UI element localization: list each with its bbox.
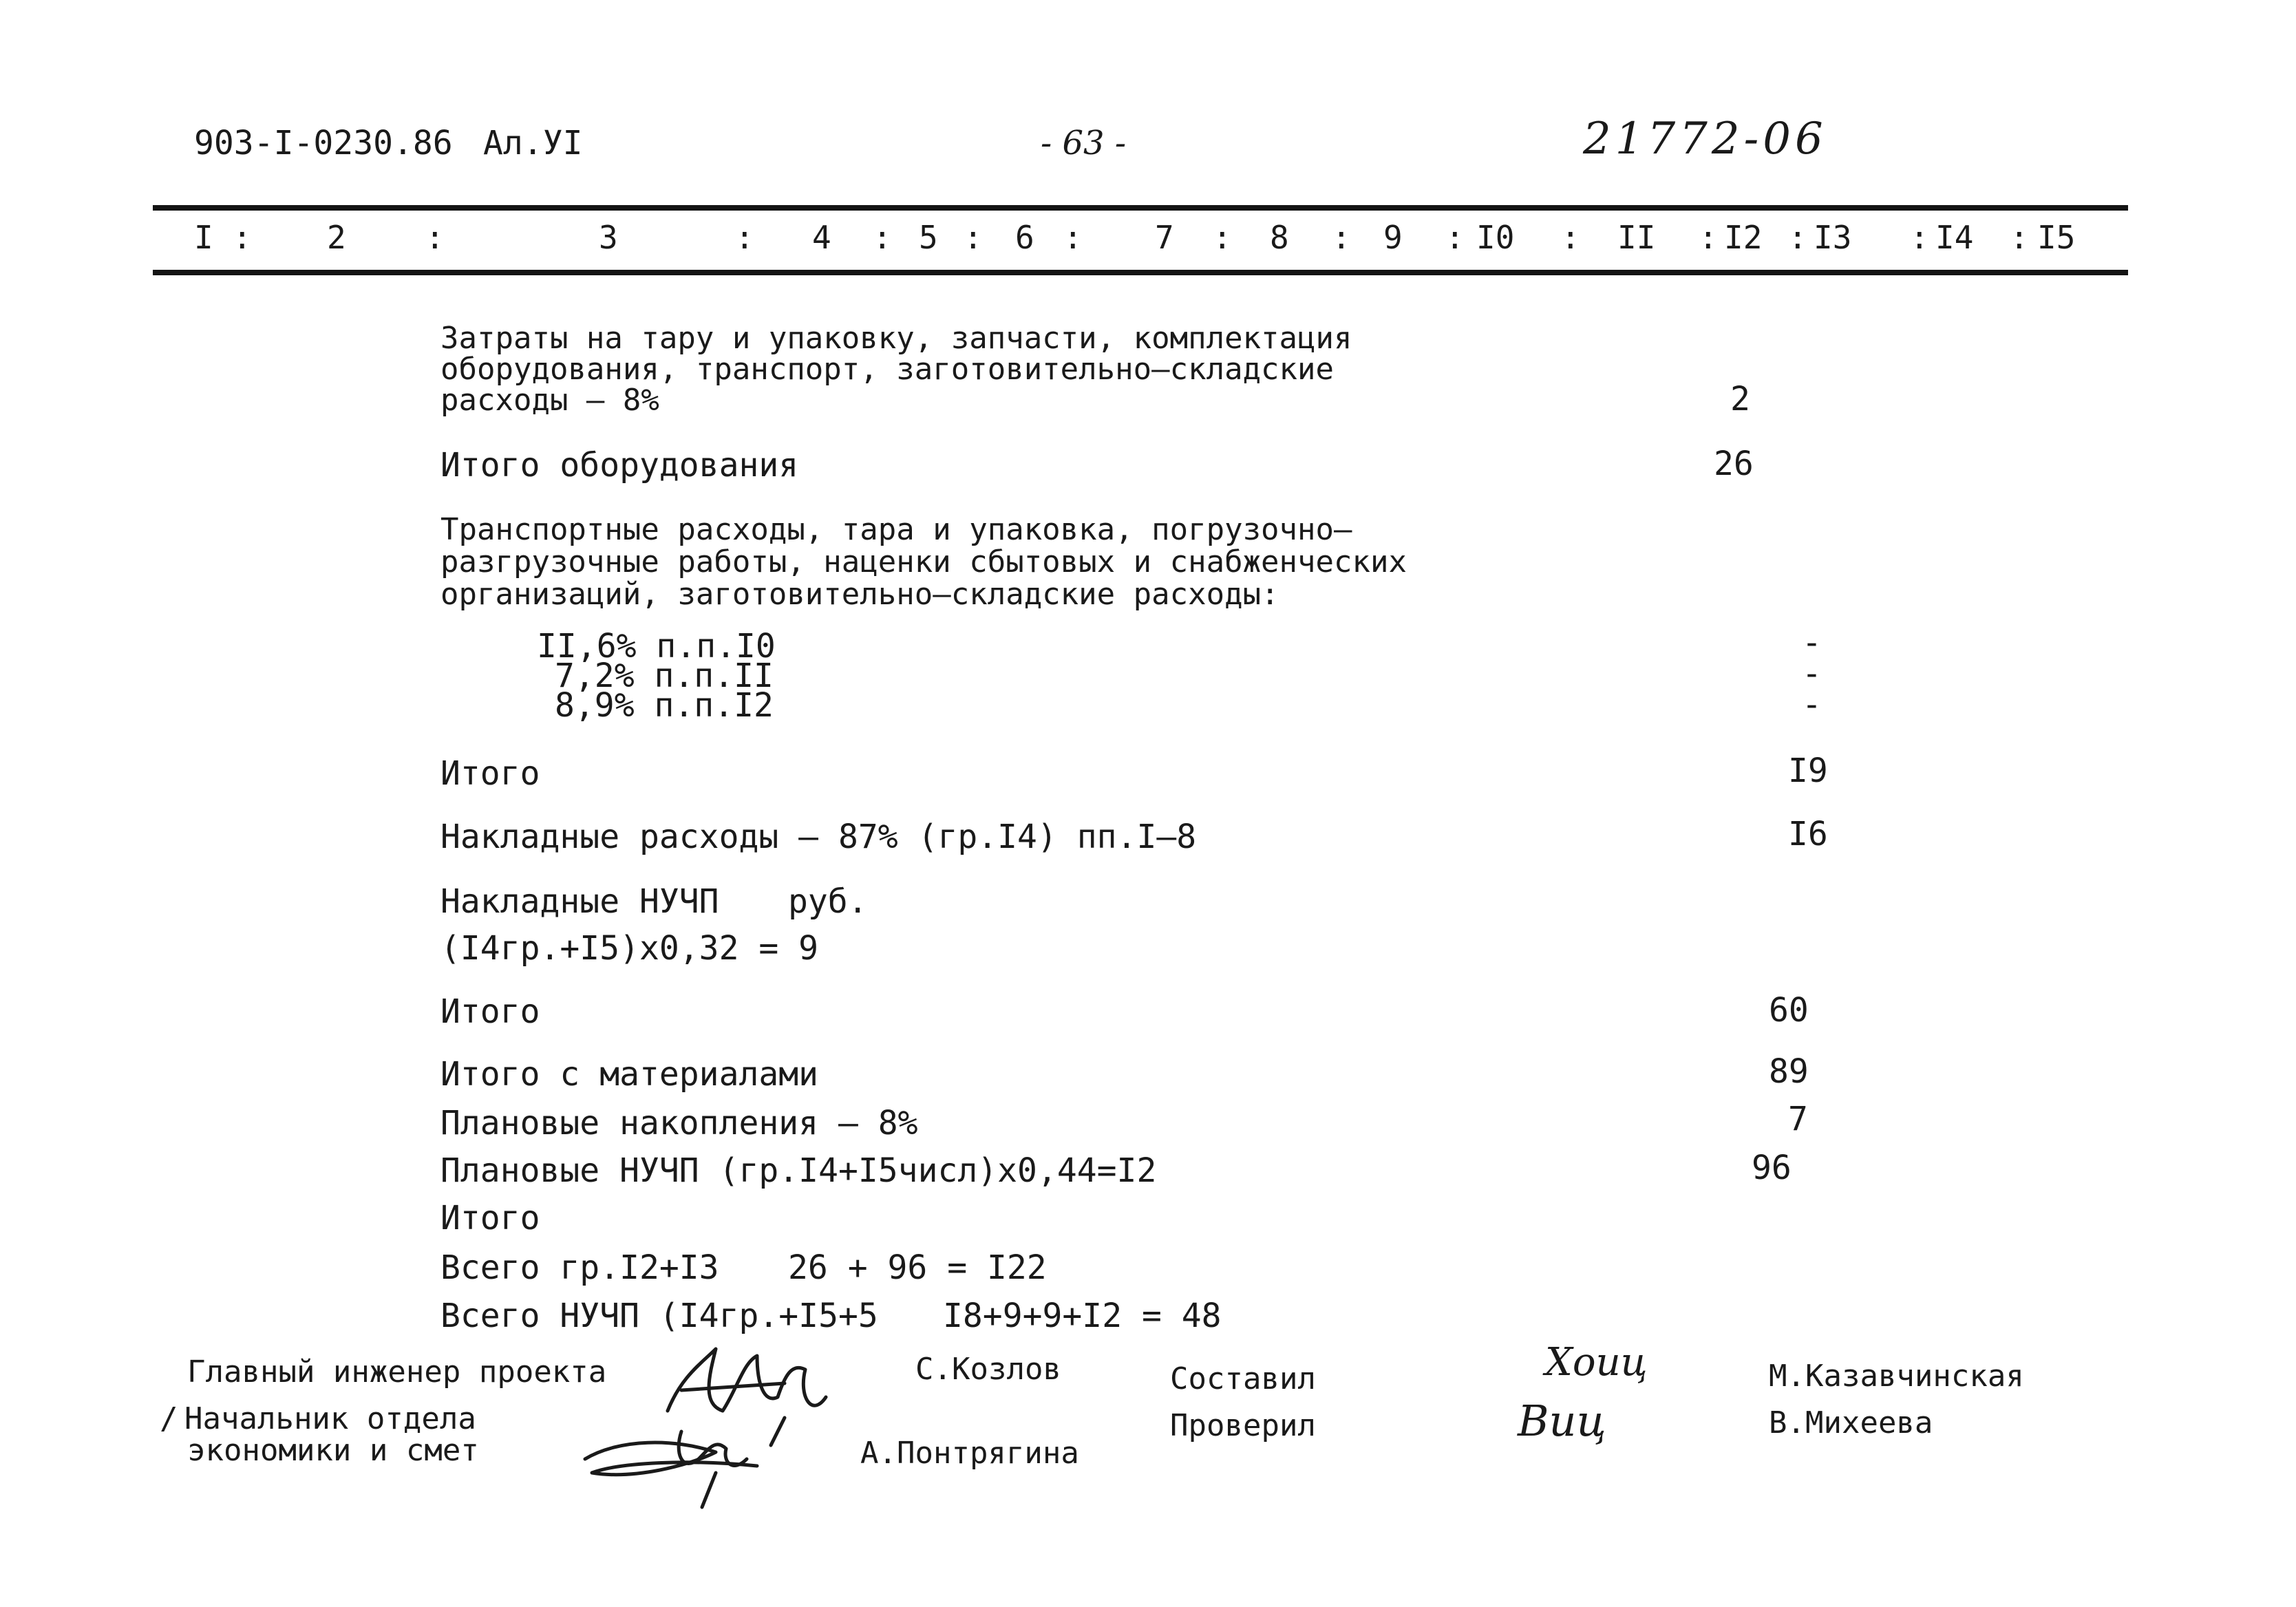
value-cell: I9 bbox=[1788, 752, 1828, 790]
value-cell: 96 bbox=[1752, 1149, 1792, 1187]
column-separator: : bbox=[1561, 219, 1580, 256]
department-head-slash: / bbox=[160, 1401, 178, 1436]
inventory-number: 21772-06 bbox=[1583, 114, 1827, 164]
column-number: 7 bbox=[1155, 219, 1174, 256]
column-number: 2 bbox=[327, 219, 346, 256]
column-separator: : bbox=[1063, 219, 1083, 256]
value-cell: 60 bbox=[1769, 991, 1809, 1030]
grand-total-nuchp-label: Всего НУЧП (I4гр.+I5+5 bbox=[440, 1297, 878, 1335]
planned-nuchp-label: Плановые НУЧП (гр.I4+I5числ)x0,44=I2 bbox=[440, 1151, 1157, 1190]
value-cell: 2 bbox=[1730, 380, 1750, 418]
department-head-title-line: экономики и смет bbox=[187, 1433, 479, 1468]
equipment-total-label: Итого оборудования bbox=[440, 446, 799, 485]
compiled-name: М.Казавчинская bbox=[1769, 1359, 2024, 1394]
checked-signature: Виц bbox=[1518, 1396, 1606, 1446]
body-text-line: оборудования, транспорт, заготовительно–складские bbox=[440, 352, 1335, 387]
subtotal-label: Итого bbox=[440, 1199, 540, 1237]
percent-item-label: II,6% п.п.I0 bbox=[537, 627, 776, 666]
compiled-label: Составил bbox=[1170, 1361, 1316, 1396]
column-number: 4 bbox=[812, 219, 831, 256]
total-with-materials-label: Итого с материалами bbox=[440, 1055, 819, 1094]
grand-total-nuchp-formula: I8+9+9+I2 = 48 bbox=[943, 1297, 1222, 1335]
body-text-line: Транспортные расходы, тара и упаковка, погрузочно– bbox=[440, 512, 1352, 547]
column-number: I2 bbox=[1724, 219, 1763, 256]
column-number: I5 bbox=[2037, 219, 2076, 256]
checked-name: В.Михеева bbox=[1769, 1405, 1933, 1440]
percent-item-label: 8,9% п.п.I2 bbox=[555, 686, 774, 725]
overhead-nuchp-label: Накладные НУЧП bbox=[440, 882, 719, 921]
checked-label: Проверил bbox=[1170, 1408, 1316, 1443]
column-separator: : bbox=[964, 219, 983, 256]
column-number: 8 bbox=[1270, 219, 1289, 256]
department-head-title-line: Начальник отдела bbox=[184, 1401, 476, 1436]
value-cell: 7 bbox=[1788, 1100, 1808, 1138]
column-number: 3 bbox=[599, 219, 618, 256]
dash-value: - bbox=[1802, 654, 1822, 693]
overhead-label: Накладные расходы – 87% (гр.I4) пп.I–8 bbox=[440, 818, 1197, 856]
chief-engineer-name: С.Козлов bbox=[915, 1352, 1061, 1387]
column-number: 6 bbox=[1015, 219, 1034, 256]
column-separator: : bbox=[233, 219, 252, 256]
chief-engineer-title: Главный инженер проекта bbox=[187, 1354, 607, 1390]
column-separator: : bbox=[873, 219, 892, 256]
table-top-rule bbox=[153, 205, 2128, 211]
percent-item-label: 7,2% п.п.II bbox=[555, 657, 774, 695]
column-number: 5 bbox=[919, 219, 938, 256]
column-separator: : bbox=[1788, 219, 1807, 256]
page-number: - 63 - bbox=[1041, 124, 1127, 162]
value-cell: 26 bbox=[1714, 445, 1754, 483]
grand-total-label: Всего гр.I2+I3 bbox=[440, 1248, 719, 1287]
column-number: I0 bbox=[1476, 219, 1515, 256]
dash-value: - bbox=[1802, 624, 1822, 662]
column-separator: : bbox=[1910, 219, 1929, 256]
column-separator: : bbox=[1332, 219, 1351, 256]
column-separator: : bbox=[1699, 219, 1718, 256]
column-separator: : bbox=[735, 219, 754, 256]
dash-value: - bbox=[1802, 685, 1822, 724]
value-cell: I6 bbox=[1788, 815, 1828, 853]
grand-total-formula: 26 + 96 = I22 bbox=[788, 1248, 1047, 1287]
compiled-signature: Хоиц bbox=[1545, 1340, 1648, 1385]
document-code: 903-I-0230.86 bbox=[194, 124, 453, 162]
subtotal-label: Итого bbox=[440, 992, 540, 1031]
table-bottom-rule bbox=[153, 270, 2128, 275]
column-separator: : bbox=[1445, 219, 1465, 256]
department-head-signature bbox=[578, 1411, 798, 1507]
value-cell: 89 bbox=[1769, 1052, 1809, 1091]
column-separator: : bbox=[2010, 219, 2029, 256]
body-text-line: организаций, заготовительно–складские расходы: bbox=[440, 577, 1279, 612]
overhead-nuchp-unit: руб. bbox=[788, 882, 868, 921]
body-text-line: расходы – 8% bbox=[440, 383, 659, 418]
department-head-name: А.Понтрягина bbox=[860, 1436, 1079, 1471]
body-text-line: Затраты на тару и упаковку, запчасти, комплектация bbox=[440, 321, 1352, 356]
column-separator: : bbox=[1213, 219, 1232, 256]
column-number: II bbox=[1617, 219, 1656, 256]
column-number: I4 bbox=[1935, 219, 1974, 256]
column-separator: : bbox=[425, 219, 445, 256]
sheet-label: Ал.УI bbox=[483, 124, 583, 162]
overhead-nuchp-formula: (I4гр.+I5)x0,32 = 9 bbox=[440, 929, 819, 968]
body-text-line: разгрузочные работы, наценки сбытовых и снабженческих bbox=[440, 544, 1407, 579]
planned-savings-label: Плановые накопления – 8% bbox=[440, 1104, 918, 1142]
column-number: I3 bbox=[1814, 219, 1852, 256]
column-number: 9 bbox=[1383, 219, 1403, 256]
column-number: I bbox=[194, 219, 213, 256]
subtotal-label: Итого bbox=[440, 754, 540, 793]
